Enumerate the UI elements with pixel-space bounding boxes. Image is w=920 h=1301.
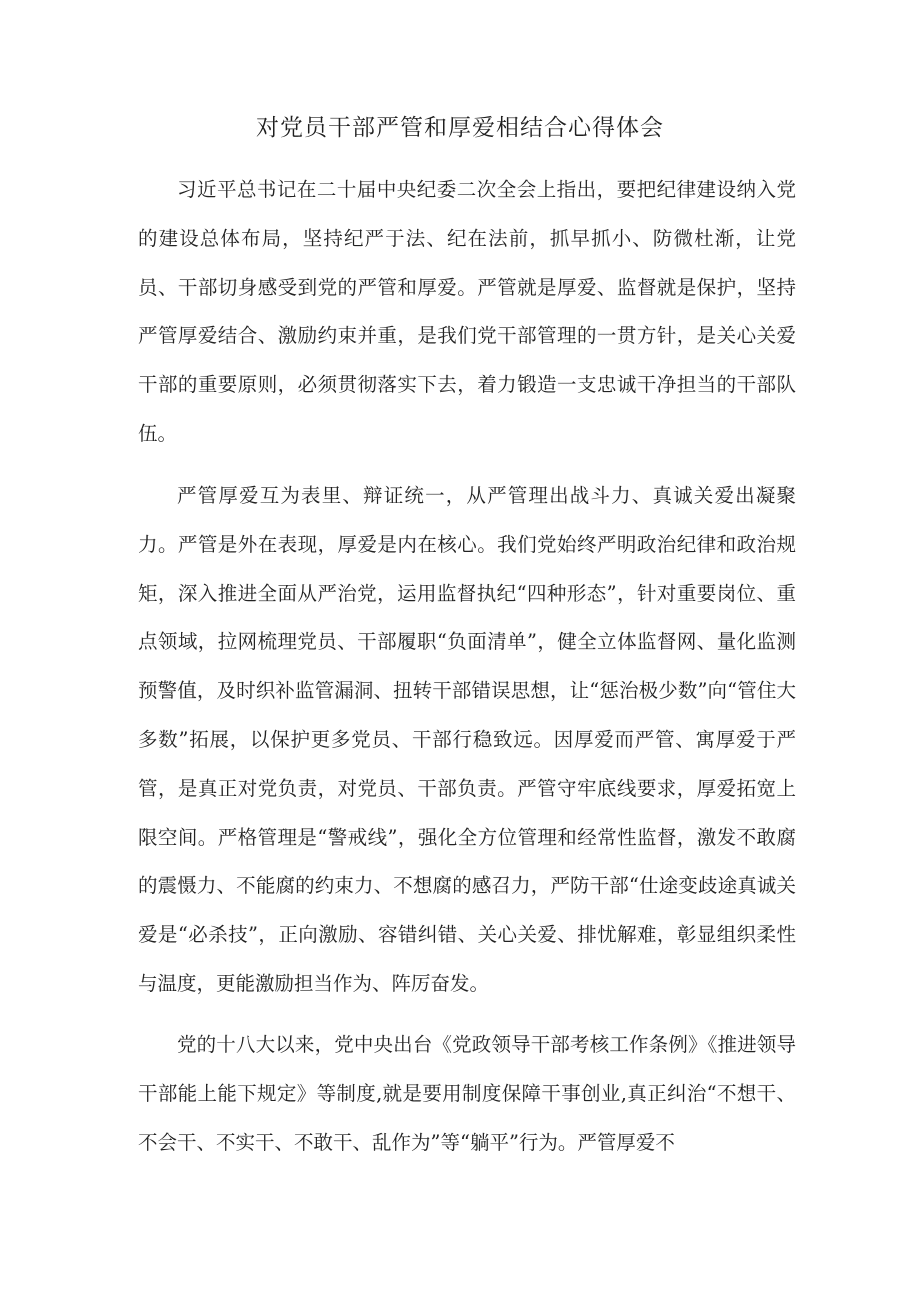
- document-title: 对党员干部严管和厚爱相结合心得体会: [256, 115, 664, 141]
- paragraph-1: 习近平总书记在二十届中央纪委二次全会上指出，要把纪律建设纳入党的建设总体布局，坚持纪严于法、纪在法前，抓早抓小、防微杜渐，让党员、干部切身感受到党的严管和厚爱。严管就是厚爱、监督就是保护，坚持严管厚爱结合、激励约束并重，是我们党干部管理的一贯方针，是关心关爱干部的重要原则，必须贯彻落实下去，着力锻造一支忠诚干净担当的干部队伍。: [138, 178, 796, 445]
- paragraph-2: 严管厚爱互为表里、辩证统一，从严管理出战斗力、真诚关爱出凝聚力。严管是外在表现，厚爱是内在核心。我们党始终严明政治纪律和政治规矩，深入推进全面从严治党，运用监督执纪“四种形态”，针对重要岗位、重点领域，拉网梳理党员、干部履职“负面清单”，健全立体监督网、量化监测预警值，及时织补监管漏洞、扭转干部错误思想，让“惩治极少数”向“管住大多数”拓展，以保护更多党员、干部行稳致远。因厚爱而严管、寓厚爱于严管，是真正对党负责，对党员、干部负责。严管守牢底线要求，厚爱拓宽上限空间。严格管理是“警戒线”，强化全方位管理和经常性监督，激发不敢腐的震慑力、不能腐的约束力、不想腐的感召力，严防干部“仕途变歧途真诚关爱是“必杀技”，正向激励、容错纠错、关心关爱、排忧解难，彰显组织柔性与温度，更能激励担当作为、阵厉奋发。: [138, 484, 796, 995]
- paragraph-3: 党的十八大以来，党中央出台《党政领导干部考核工作条例》《推进领导干部能上能下规定》等制度,就是要用制度保障干事创业,真正纠治“不想干、不会干、不实干、不敢干、乱作为”等“躺平”行为。严管厚爱不: [138, 1033, 796, 1154]
